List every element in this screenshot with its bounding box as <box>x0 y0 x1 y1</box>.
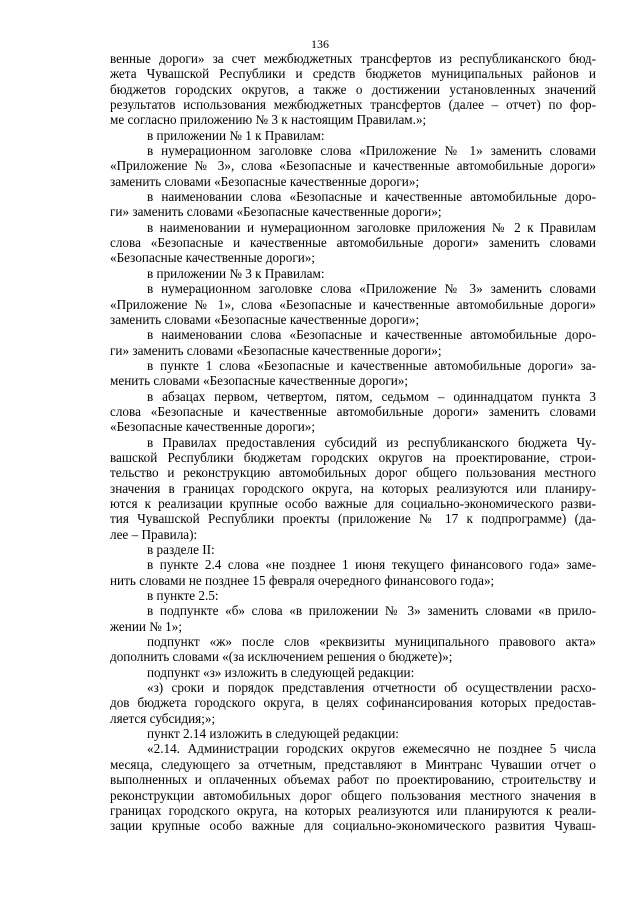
text-line: пункт 2.14 изложить в следующей редакции: <box>147 726 399 742</box>
text-line: границах городского округа, на которых реализуются или планируются к реали- <box>110 802 596 818</box>
text-line: дополнить словами «(за исключением решения о бюджете)»; <box>110 649 453 665</box>
text-line: слова «Безопасные и качественные автомобильные дороги» заменить словами <box>110 403 596 419</box>
text-line: дов бюджета городского округа, в целях софинансирования которых предостав- <box>110 695 596 711</box>
text-line: бюджетов городских округов, а также о достижении установленных значений <box>110 81 596 97</box>
text-line: в нумерационном заголовке слова «Приложение № 1» заменить словами <box>147 143 596 159</box>
text-line: «Приложение № 3», слова «Безопасные и качественные автомобильные дороги» <box>110 158 596 174</box>
text-line: подпункт «з» изложить в следующей редакции: <box>147 664 415 680</box>
text-line: жета Чувашской Республики и средств бюджетов муниципальных районов и <box>110 66 596 82</box>
text-line: подпункт «ж» после слов «реквизиты муниципального правового акта» <box>147 634 596 650</box>
text-line: в пункте 2.4 слова «не позднее 1 июня текущего финансового года» заме- <box>147 557 596 573</box>
text-line: в разделе II: <box>147 542 215 557</box>
text-line: жении № 1»; <box>110 618 182 634</box>
text-line: менить словами «Безопасные качественные дороги»; <box>110 373 409 389</box>
text-line: ляется субсидия;»; <box>110 710 216 726</box>
text-line: выполненных и оплаченных объемах работ по проектированию, строительству и <box>110 772 596 788</box>
document-body <box>110 51 596 834</box>
text-line: ги» заменить словами «Безопасные качественные дороги»; <box>110 204 442 220</box>
text-line: тия Чувашской Республики проекты (приложение № 17 к подпрограмме) (да- <box>110 511 596 527</box>
text-line: ме согласно приложению № 3 к настоящим Правилам.»; <box>110 112 427 128</box>
text-line: значения в границах городского округа, на которых реализуются или планиру- <box>110 480 596 496</box>
text-line: ются к реализации крупные особо важные для социально-экономического разви- <box>110 495 596 511</box>
text-line: «Безопасные качественные дороги»; <box>110 250 316 266</box>
text-line: зации крупные особо важные для социально-экономического развития Чуваш- <box>110 818 596 834</box>
text-line: в наименовании и нумерационном заголовке приложения № 2 к Правилам <box>147 219 596 235</box>
text-line: тельство и реконструкцию автомобильных дорог общего пользования местного <box>110 465 596 481</box>
text-line: заменить словами «Безопасные качественные дороги»; <box>110 311 420 327</box>
text-line: «2.14. Администрации городских округов ежемесячно не позднее 5 числа <box>147 741 596 757</box>
text-line: слова «Безопасные и качественные автомобильные дороги» заменить словами <box>110 235 596 251</box>
text-line: в наименовании слова «Безопасные и качественные автомобильные доро- <box>147 327 596 343</box>
text-line: в пункте 1 слова «Безопасные и качественные автомобильные дороги» за- <box>147 357 596 373</box>
page-number: 136 <box>311 37 329 51</box>
text-line: заменить словами «Безопасные качественные дороги»; <box>110 173 420 189</box>
text-line: лее – Правила): <box>110 526 198 542</box>
text-line: месяца, следующего за отчетным, представляют в Минтранс Чувашии отчет о <box>110 756 596 772</box>
text-line: в нумерационном заголовке слова «Приложение № 3» заменить словами <box>147 281 596 297</box>
text-line: в пункте 2.5: <box>147 588 219 604</box>
text-line: реконструкции автомобильных дорог общего пользования местного значения в <box>110 787 596 803</box>
text-line: нить словами не позднее 15 февраля очередного финансового года»; <box>110 572 495 588</box>
text-line: в приложении № 1 к Правилам: <box>147 127 325 143</box>
text-line: вашской Республики бюджетам городских округов на проектирование, строи- <box>110 449 596 465</box>
text-line: в абзацах первом, четвертом, пятом, седьмом – одиннадцатом пункта 3 <box>147 388 596 404</box>
text-line: «Приложение № 1», слова «Безопасные и качественные автомобильные дороги» <box>110 296 596 312</box>
text-line: в Правилах предоставления субсидий из республиканского бюджета Чу- <box>147 434 596 450</box>
text-line: «з) сроки и порядок представления отчетности об осуществлении расхо- <box>147 680 596 696</box>
text-line: «Безопасные качественные дороги»; <box>110 419 316 435</box>
text-line: результатов использования межбюджетных трансфертов (далее – отчет) по фор- <box>110 97 596 113</box>
text-line: в приложении № 3 к Правилам: <box>147 265 325 281</box>
text-line: ги» заменить словами «Безопасные качественные дороги»; <box>110 342 442 358</box>
text-line: в наименовании слова «Безопасные и качественные автомобильные доро- <box>147 189 596 205</box>
text-line: в подпункте «б» слова «в приложении № 3» заменить словами «в прило- <box>147 603 596 619</box>
text-line: венные дороги» за счет межбюджетных трансфертов из республиканского бюд- <box>110 51 596 66</box>
